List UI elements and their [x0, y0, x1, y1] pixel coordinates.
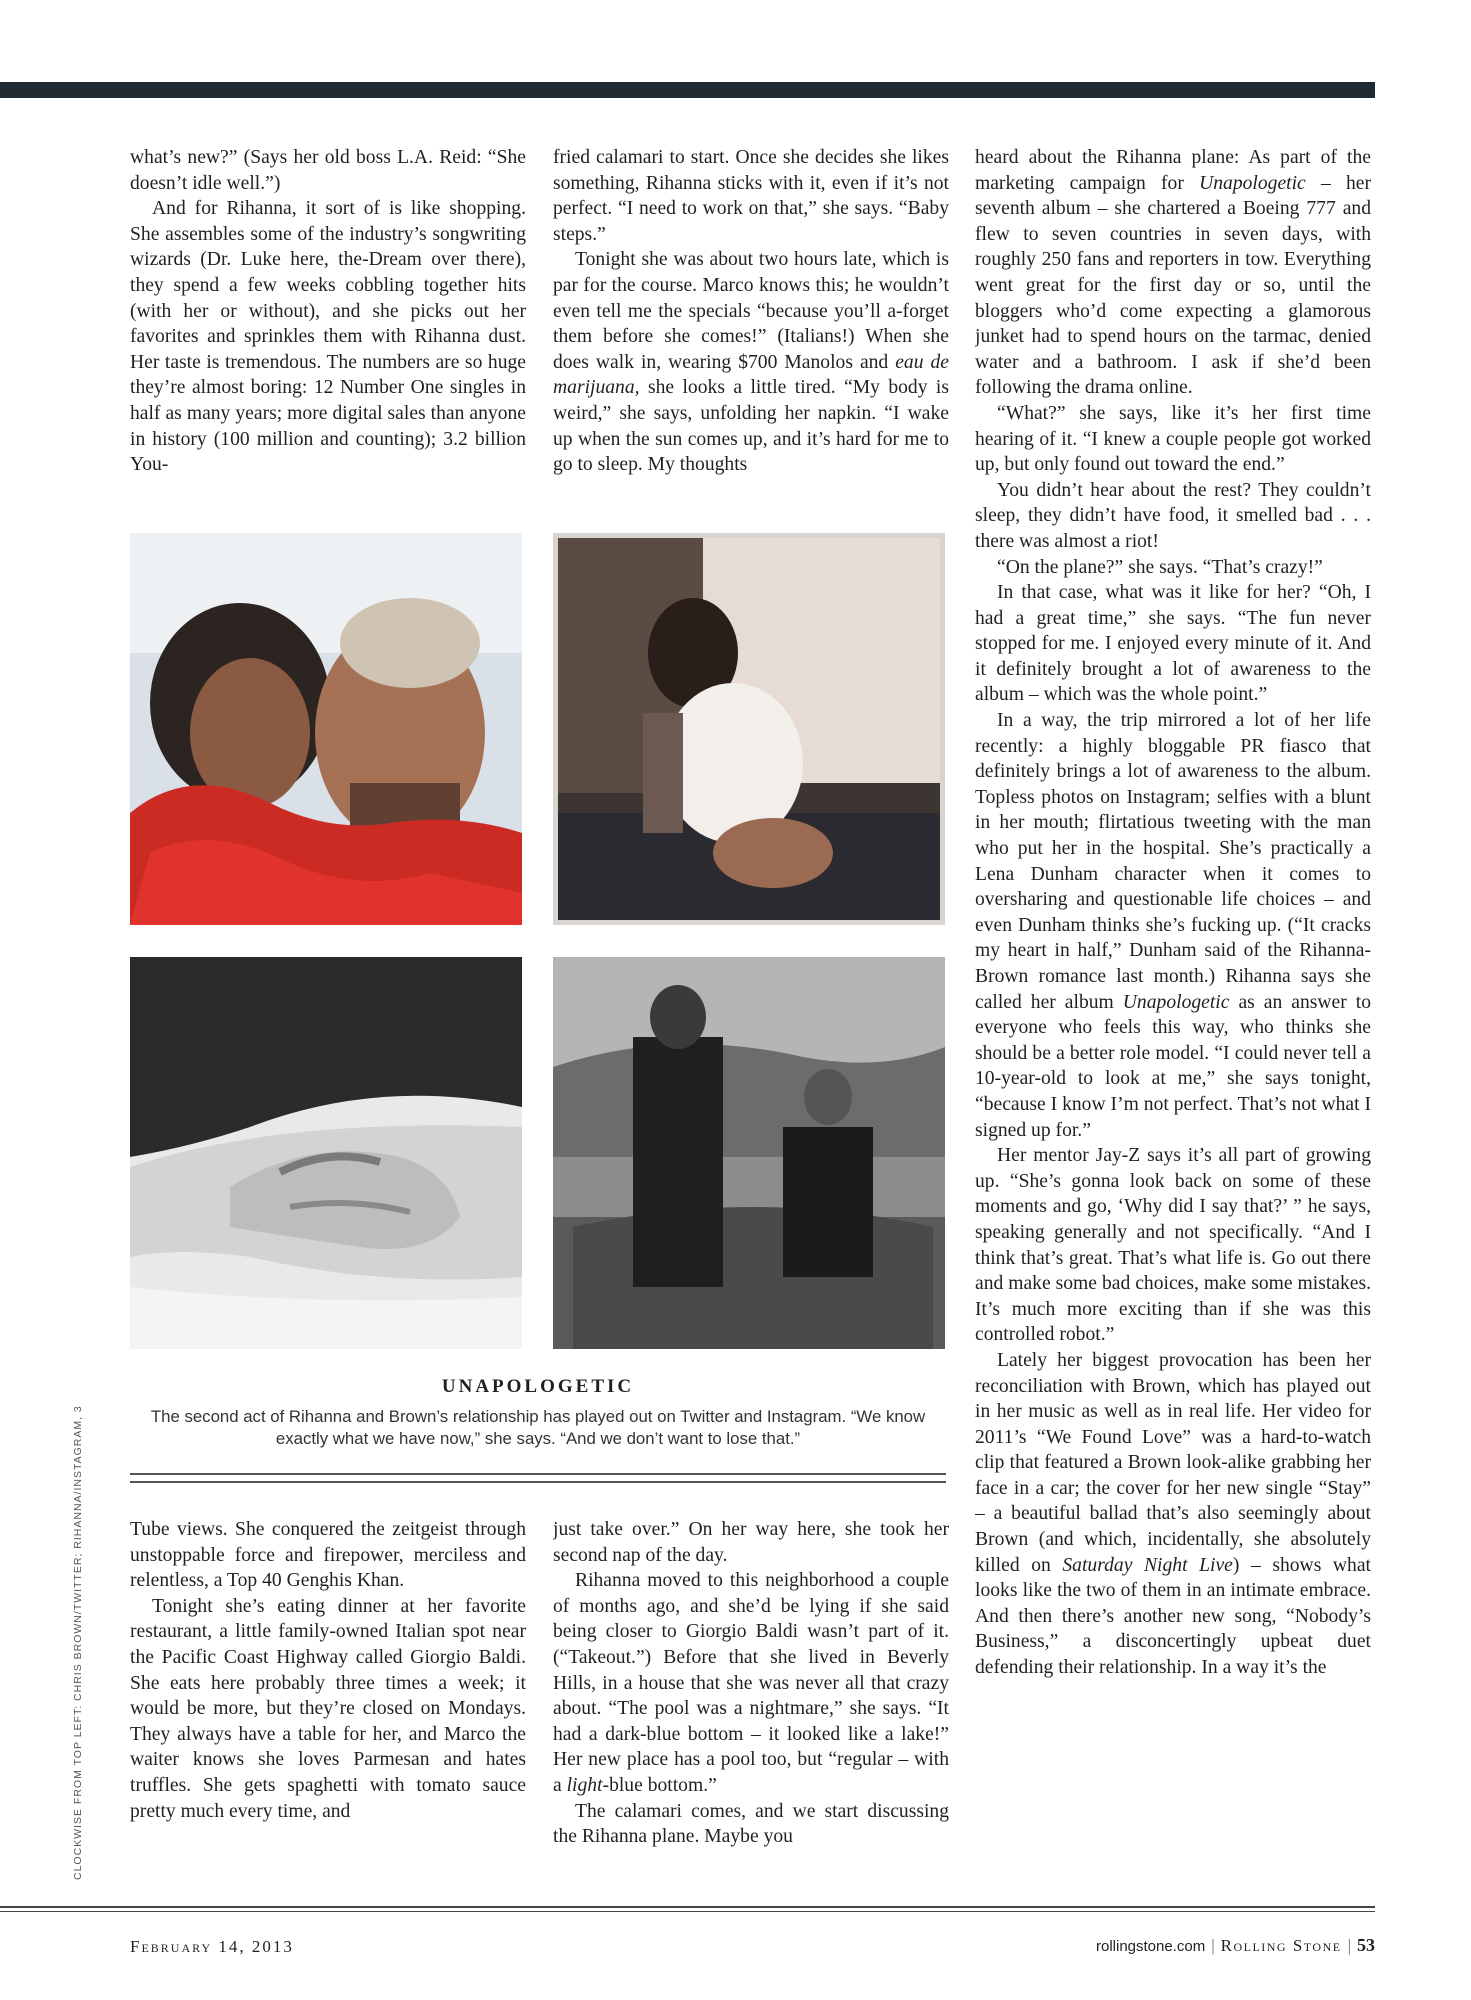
caption-title: UNAPOLOGETIC [441, 1376, 635, 1397]
photo-embrace [553, 533, 945, 925]
footer-rule [0, 1906, 1375, 1912]
article-paragraph: “What?” she says, like it’s her first time hearing of it. “I knew a couple people got worked up, but only found out toward the end.” [975, 402, 1371, 476]
footer-separator-1: | [1211, 1936, 1215, 1955]
article-paragraph: Her mentor Jay-Z says it’s all part of growing up. “She’s gonna look back on some of these moments and go, ‘Why did I say that?’ ” he says, speaking generally and not specifically. “And I think that’s great. That’s what life is. Go out there and make some bad choices, make some mistakes. It’s much more exciting than if she was this controlled robot.” [975, 1145, 1371, 1346]
article-paragraph: And for Rihanna, it sort of is like shopping. She assembles some of the industry’s songwriting wizards (Dr. Luke here, the-Dream over there), they spend a few weeks cobbling together hits (with her or without), and she picks out her favorites and sprinkles them with Rihanna dust. Her taste is tremendous. The numbers are so huge they’re almost boring: 12 Number One singles in half as many years; more digital sales than anyone in history (100 million and counting); 3.2 billion You- [130, 198, 526, 476]
caption-text: The second act of Rihanna and Brown’s relationship has played out on Twitter and Instagram. “We know exactly what we have now,” she says. “And we don’t want to lose that.” [150, 1407, 926, 1448]
photo-hands [130, 957, 522, 1349]
article-paragraph: Tube views. She conquered the zeitgeist through unstoppable force and firepower, merciless and relentless, a Top 40 Genghis Khan. [130, 1519, 526, 1592]
article-paragraph: Tonight she’s eating dinner at her favorite restaurant, a little family-owned Italian spot near the Pacific Coast Highway called Giorgio Baldi. She eats here probably three times a week; it would be more, but they’re closed on Mondays. They always have a table for her, and Marco the waiter knows she loves Parmesan and hates truffles. She gets spaghetti with tomato sauce pretty much every time, and [130, 1595, 526, 1822]
article-paragraph: Lately her biggest provocation has been her reconciliation with Brown, which has played out in her music as well as in real life. Her video for 2011’s “We Found Love” was a hard-to-watch clip that featured a Brown look-alike grabbing her face in a car; the cover for her new single “Stay” – a beautiful ballad that’s also seemingly about Brown (and which, incidentally, she absolutely killed on Saturday Night Live) – shows what looks like the two of them in an intimate embrace. And then there’s another new song, “Nobody’s Business,” a disconcertingly upbeat duet defending their relationship. In a way it’s the [975, 1349, 1371, 1679]
column-1-top [130, 145, 526, 503]
column-2-bottom [553, 1517, 949, 1892]
column-2-top [553, 145, 949, 503]
top-rule-bar [0, 82, 1375, 98]
photo-car [553, 957, 945, 1349]
footer-magazine-name: Rolling Stone [1220, 1936, 1342, 1955]
caption-rule [130, 1473, 946, 1483]
article-paragraph: Tonight she was about two hours late, which is par for the course. Marco knows this; he wouldn’t even tell me the specials “because you’ll a-forget them before she comes!” (Italians!) When she does walk in, wearing $700 Manolos and eau de marijuana, she looks a little tired. “My body is weird,” she says, unfolding her napkin. “I wake up when the sun comes up, and it’s hard for me to go to sleep. My thoughts [553, 249, 949, 476]
page-number: 53 [1357, 1935, 1375, 1955]
article-paragraph: The calamari comes, and we start discussing the Rihanna plane. Maybe you [553, 1800, 949, 1848]
photo-credit: CLOCKWISE FROM TOP LEFT: CHRIS BROWN/TWITTER; RIHANNA/INSTAGRAM, 3 [72, 1405, 84, 1880]
article-paragraph: “On the plane?” she says. “That’s crazy!” [997, 556, 1323, 578]
column-3 [975, 145, 1371, 1892]
article-paragraph: You didn’t hear about the rest? They couldn’t sleep, they didn’t have food, it smelled bad . . . there was almost a riot! [975, 479, 1371, 552]
article-paragraph: In that case, what was it like for her? “Oh, I had a great time,” she says. “The fun never stopped for me. I enjoyed every minute of it. And it definitely brought a lot of awareness to the album – which was the whole point.” [975, 582, 1371, 706]
footer-url[interactable]: rollingstone.com [1095, 1938, 1206, 1955]
photo-selfie [130, 533, 522, 925]
article-paragraph: just take over.” On her way here, she took her second nap of the day. [553, 1519, 949, 1566]
column-1-bottom [130, 1517, 526, 1892]
article-paragraph: Rihanna moved to this neighborhood a couple of months ago, and she’d be lying if she said being closer to Giorgio Baldi wasn’t part of it. (“Takeout.”) Before that she lived in Beverly Hills, in a house that she was never all that crazy about. “The pool was a nightmare,” she says. “It had a dark-blue bottom – it looked like a lake!” Her new place has a pool too, but “regular – with a light-blue bottom.” [553, 1570, 949, 1796]
article-paragraph: what’s new?” (Says her old boss L.A. Reid: “She doesn’t idle well.”) [130, 147, 526, 194]
article-paragraph: In a way, the trip mirrored a lot of her life recently: a highly bloggable PR fiasco that definitely brings a lot of awareness to the album. Topless photos on Instagram; selfies with a blunt in her mouth; flirtatious tweeting with the man who put her in the hospital. She’s practically a Lena Dunham character when it comes to oversharing and questionable life choices – and even Dunham thinks she’s fucking up. (“It cracks my heart in half,” Dunham said of the Rihanna-Brown romance last month.) Rihanna says she called her album Unapologetic as an answer to everyone who feels this way, who thinks she should be a better role model. “I could never tell a 10-year-old to look at me,” she says tonight, “because I know I’m not perfect. That’s not what I signed up for.” [975, 710, 1371, 1141]
footer-separator-2: | [1347, 1936, 1351, 1955]
article-paragraph: fried calamari to start. Once she decides she likes something, Rihanna sticks with it, even if it’s not perfect. “I need to work on that,” she says. “Baby steps.” [553, 147, 949, 245]
footer-right [1096, 1935, 1375, 1956]
article-paragraph: heard about the Rihanna plane: As part of the marketing campaign for Unapologetic – her seventh album – she chartered a Boeing 777 and flew to seven countries in seven days, with roughly 250 fans and reporters in tow. Everything went great for the first day or so, until the bloggers who’d come expecting a glamorous junket had to spend hours on the tarmac, denied water and a bathroom. I ask if she’d been following the drama online. [975, 147, 1371, 399]
footer-date: February 14, 2013 [130, 1937, 294, 1956]
